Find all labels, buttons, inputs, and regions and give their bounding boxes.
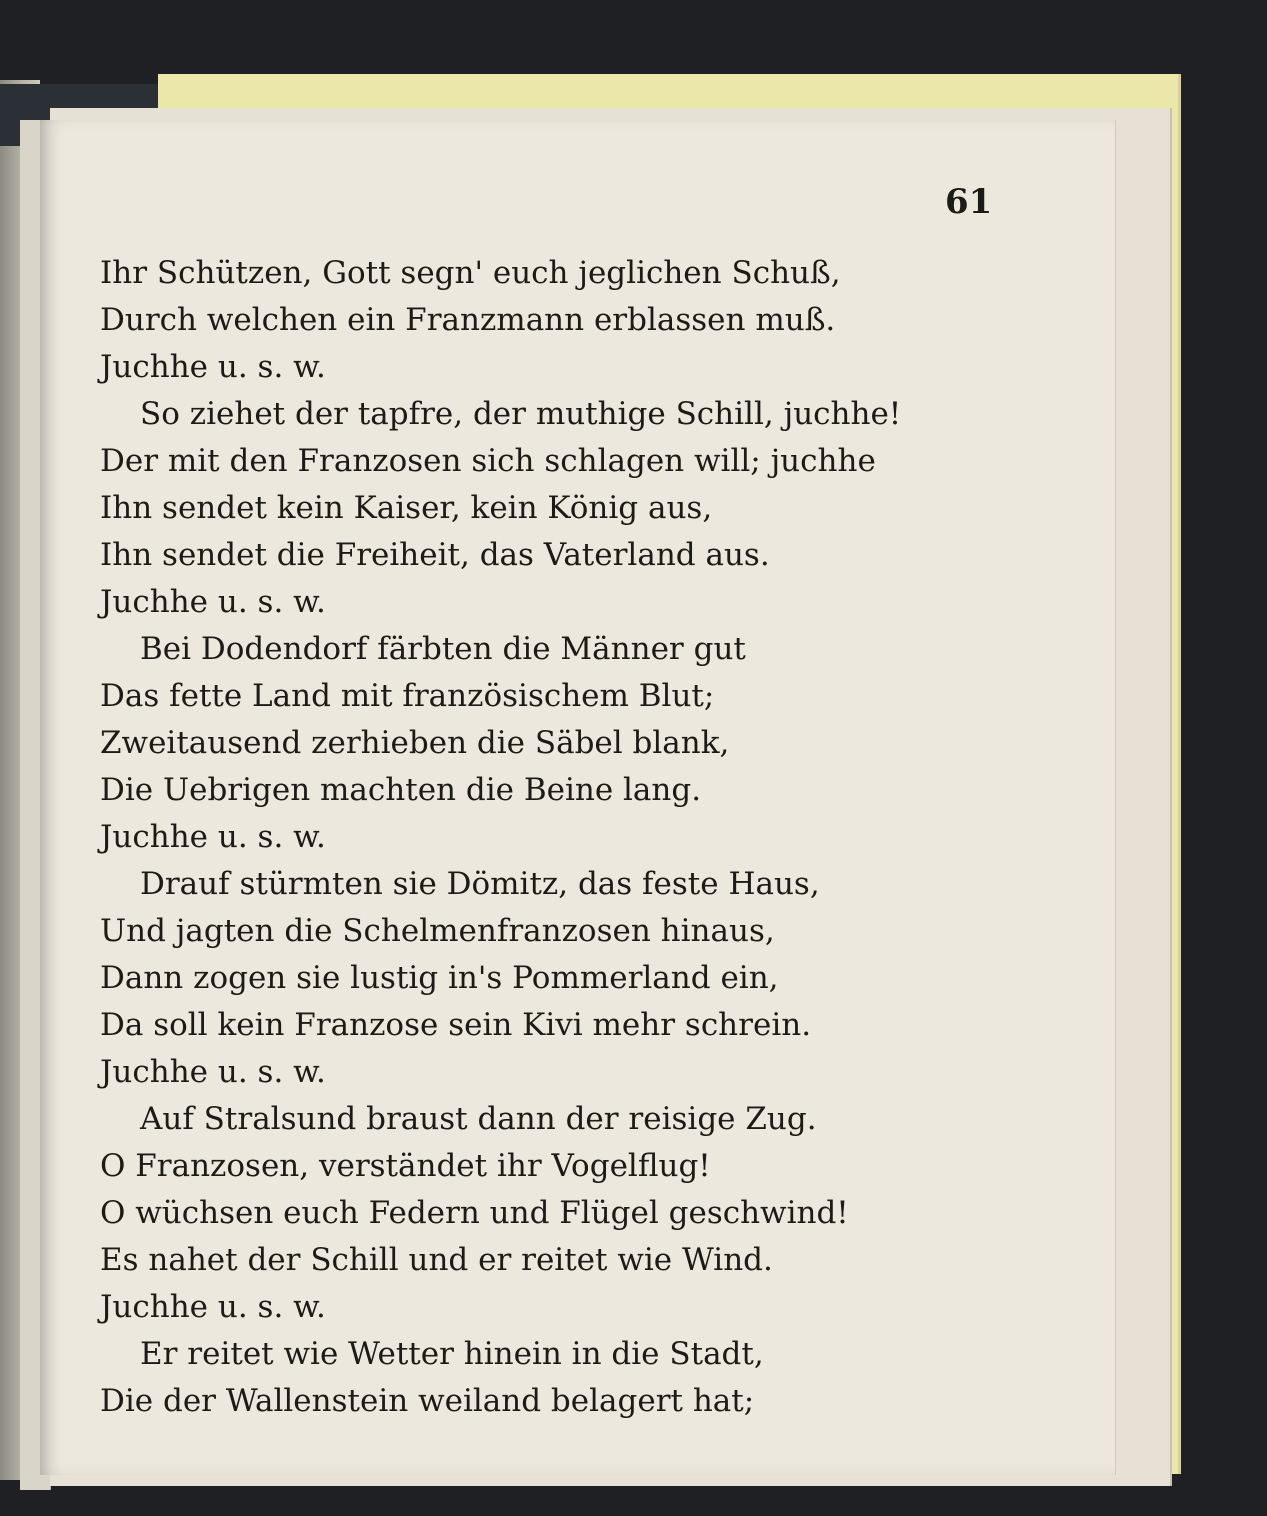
poem-line: Und jagten die Schelmenfranzosen hinaus, [100, 913, 775, 949]
poem-line: Ihn sendet die Freiheit, das Vaterland aus. [100, 537, 770, 573]
poem-line: O Franzosen, verständet ihr Vogelflug! [100, 1148, 711, 1184]
poem-line: Juchhe u. s. w. [100, 819, 326, 855]
poem-line: O wüchsen euch Federn und Flügel geschwind! [100, 1195, 849, 1231]
poem-line: Juchhe u. s. w. [100, 349, 326, 385]
poem-line: Juchhe u. s. w. [100, 1289, 326, 1325]
poem-text [100, 250, 980, 1425]
page-number: 61 [945, 182, 993, 222]
stanza-1 [100, 250, 980, 391]
poem-line: Die Uebrigen machten die Beine lang. [100, 772, 702, 808]
poem-line: Zweitausend zerhieben die Säbel blank, [100, 725, 730, 761]
stanza-4 [100, 861, 980, 1096]
poem-line: Dann zogen sie lustig in's Pommerland ein, [100, 960, 779, 996]
poem-line: Es nahet der Schill und er reitet wie Wind. [100, 1242, 773, 1278]
poem-line: Juchhe u. s. w. [100, 584, 326, 620]
poem-line: Ihn sendet kein Kaiser, kein König aus, [100, 490, 713, 526]
stanza-6 [100, 1331, 980, 1425]
poem-line: Juchhe u. s. w. [100, 1054, 326, 1090]
poem-line: Drauf stürmten sie Dömitz, das feste Haus, [140, 866, 820, 902]
poem-line: So ziehet der tapfre, der muthige Schill, juchhe! [140, 396, 902, 432]
poem-line: Die der Wallenstein weiland belagert hat; [100, 1383, 755, 1419]
poem-line: Bei Dodendorf färbten die Männer gut [140, 631, 746, 667]
poem-line: Der mit den Franzosen sich schlagen will; juchhe [100, 443, 876, 479]
poem-line: Da soll kein Franzose sein Kivi mehr schrein. [100, 1007, 812, 1043]
stanza-5 [100, 1096, 980, 1331]
poem-line: Durch welchen ein Franzmann erblassen muß. [100, 302, 836, 338]
poem-line: Ihr Schützen, Gott segn' euch jeglichen Schuß, [100, 255, 841, 291]
stanza-2 [100, 391, 980, 626]
poem-line: Auf Stralsund braust dann der reisige Zug. [140, 1101, 817, 1137]
poem-line: Er reitet wie Wetter hinein in die Stadt, [140, 1336, 764, 1372]
stanza-3 [100, 626, 980, 861]
poem-line: Das fette Land mit französischem Blut; [100, 678, 715, 714]
